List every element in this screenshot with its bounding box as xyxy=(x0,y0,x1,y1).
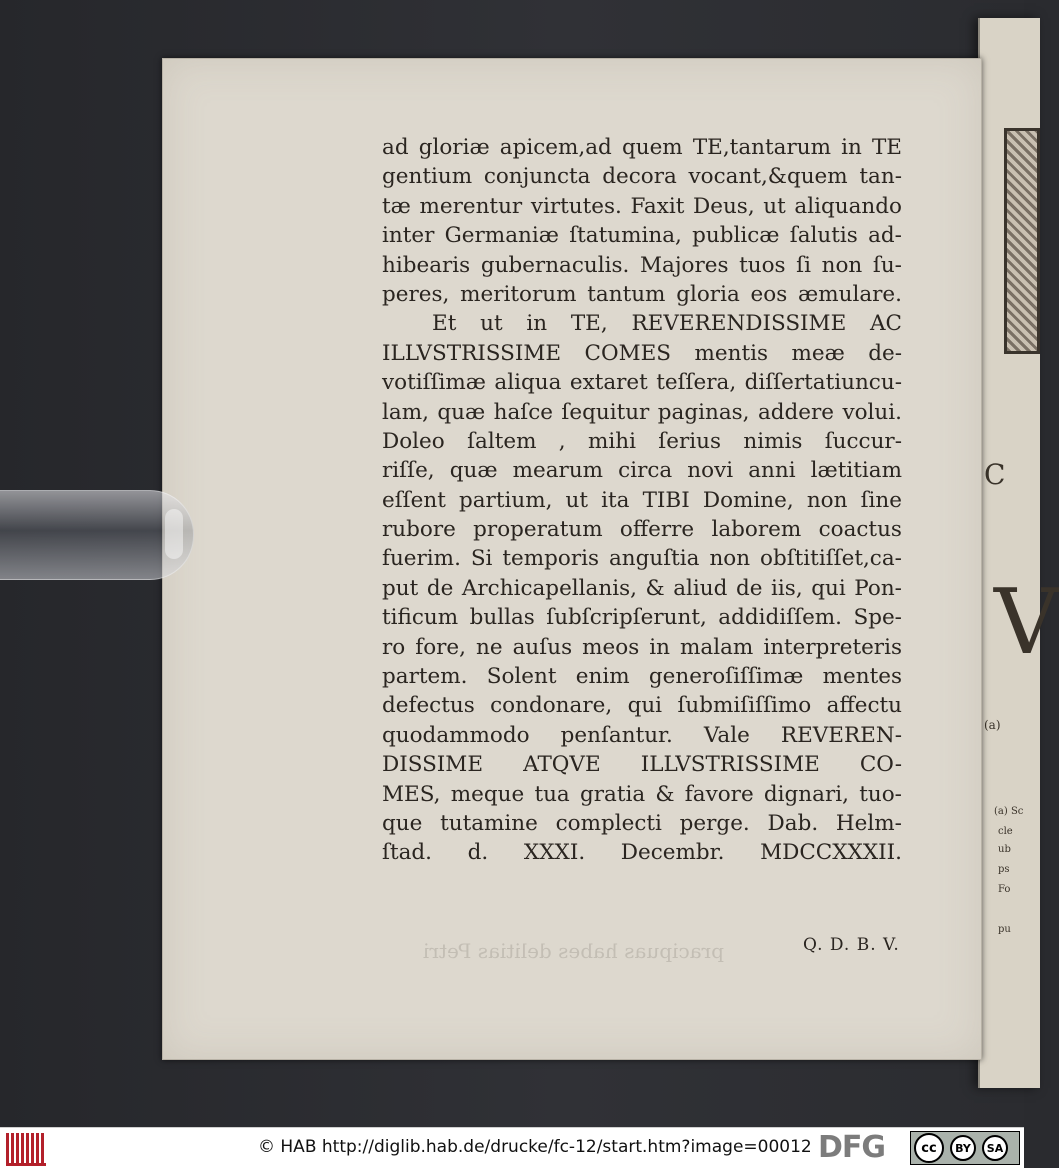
text-word: XXXI. xyxy=(523,840,586,866)
text-word: ſtatumina, xyxy=(569,223,682,249)
text-word: offerre xyxy=(619,517,695,543)
ornament-border xyxy=(1004,128,1040,354)
text-word: Doleo xyxy=(382,428,445,454)
text-word: qui xyxy=(627,693,663,719)
text-word: affectu xyxy=(826,693,902,719)
text-word: ut xyxy=(480,311,503,337)
text-line xyxy=(382,809,902,838)
text-word: TIBI xyxy=(642,487,690,513)
text-word: Dab. xyxy=(767,810,819,836)
text-line xyxy=(382,162,902,191)
text-word: MES, xyxy=(382,781,441,807)
text-word: Germaniæ xyxy=(444,223,559,249)
text-line xyxy=(382,192,902,221)
text-word: quem xyxy=(621,135,683,160)
text-word: tificum xyxy=(382,605,459,631)
footer-bar xyxy=(0,1127,1024,1168)
text-word: quæ xyxy=(449,458,498,484)
document-page xyxy=(162,58,982,1060)
text-line xyxy=(382,633,902,662)
text-word: malam xyxy=(680,634,754,660)
text-word: temporis xyxy=(502,546,600,572)
text-word: MDCCXXXII. xyxy=(760,840,902,866)
next-page-fragment: Fo xyxy=(998,884,1011,895)
text-word: partium, xyxy=(458,487,553,513)
text-line xyxy=(382,574,902,603)
text-word: meos xyxy=(582,634,640,660)
text-line xyxy=(382,339,902,368)
text-word: in xyxy=(649,634,670,660)
text-word: condonare, xyxy=(490,693,613,719)
text-word: mentis xyxy=(694,340,768,366)
text-word: properatum xyxy=(473,517,603,543)
text-line xyxy=(382,280,902,309)
text-word: Decembr. xyxy=(620,840,725,866)
text-word: CO- xyxy=(859,752,902,778)
text-word: Deus, xyxy=(692,193,755,219)
text-line xyxy=(382,544,902,573)
text-word: bullas xyxy=(469,605,535,631)
text-word: Faxit xyxy=(630,193,685,219)
text-word: d. xyxy=(467,840,489,866)
text-line xyxy=(382,603,902,632)
next-page-fragment: (a) Sc xyxy=(994,806,1024,817)
text-line xyxy=(382,662,902,691)
text-word: gentium xyxy=(382,164,473,190)
text-word: meque xyxy=(450,781,525,807)
text-word: ſequitur xyxy=(561,399,650,425)
next-page-fragment: pu xyxy=(998,924,1011,935)
next-page-edge xyxy=(978,18,1059,1088)
text-word: aliqua xyxy=(494,370,562,396)
text-word: Solent xyxy=(486,664,557,690)
text-word: ita xyxy=(601,487,630,513)
cc-license-badge[interactable] xyxy=(910,1131,1020,1165)
text-word: gloriæ xyxy=(418,135,490,160)
text-word: DISSIME xyxy=(382,752,484,778)
text-word: ſaltem xyxy=(467,428,537,454)
text-word: tantum xyxy=(587,281,666,307)
text-word: favore xyxy=(684,781,754,807)
text-word: Spe- xyxy=(853,605,902,631)
text-word: ſerius xyxy=(658,428,722,454)
text-word: tuos xyxy=(739,252,786,278)
text-word: partem. xyxy=(382,664,468,690)
text-word: haſce xyxy=(493,399,553,425)
text-word: votiſſimæ xyxy=(382,370,486,396)
next-page-fragment: (a) xyxy=(984,718,1001,732)
text-word: quodammodo xyxy=(382,722,530,748)
text-word: non xyxy=(806,487,848,513)
text-word: in xyxy=(526,311,548,337)
next-page-fragment: ub xyxy=(998,844,1011,855)
page-clip xyxy=(0,490,194,580)
text-word: conjuncta xyxy=(483,164,591,190)
text-word: ILLVSTRISSIME xyxy=(382,340,562,366)
text-word: ad xyxy=(382,135,409,160)
text-word: mentes xyxy=(822,664,902,690)
text-word: tuo- xyxy=(859,781,902,807)
text-word: COMES xyxy=(584,340,672,366)
text-word: anguſtia xyxy=(608,546,700,572)
text-word: fuerim. xyxy=(382,546,461,572)
text-word: gloria xyxy=(676,281,740,307)
text-word: decora xyxy=(602,164,677,190)
text-word: publicæ xyxy=(692,223,780,249)
hab-logo-icon[interactable] xyxy=(6,1133,46,1166)
text-word: ad- xyxy=(868,223,902,249)
text-line xyxy=(382,691,902,720)
text-word: & xyxy=(655,781,675,807)
text-word: ſalutis xyxy=(789,223,858,249)
text-word: æmulare. xyxy=(798,281,902,307)
text-word: peres, xyxy=(382,281,450,307)
text-word: coactus xyxy=(818,517,902,543)
text-line xyxy=(382,456,902,485)
text-word: TE xyxy=(871,135,902,160)
next-page-fragment: V xyxy=(994,570,1059,675)
text-word: ſine xyxy=(860,487,902,513)
text-word: Si xyxy=(470,546,493,572)
text-word: nimis xyxy=(743,428,803,454)
attribution-icon: BY xyxy=(950,1135,976,1161)
text-line xyxy=(382,838,902,867)
text-line xyxy=(382,721,902,750)
text-word: ſu- xyxy=(872,252,902,278)
text-word: ſi xyxy=(796,252,812,278)
text-word: novi xyxy=(687,458,734,484)
text-word: Archicapellanis, xyxy=(461,575,637,601)
text-word: iis, xyxy=(771,575,803,601)
text-word: REVEREN- xyxy=(780,722,902,748)
text-word: Majores xyxy=(640,252,729,278)
text-word: mihi xyxy=(587,428,636,454)
text-line xyxy=(382,368,902,397)
text-line xyxy=(382,515,902,544)
closing-formula: Q. D. B. V. xyxy=(803,935,900,955)
share-alike-icon: SA xyxy=(982,1135,1008,1161)
text-word: de xyxy=(735,575,763,601)
text-word: TE,tantarum xyxy=(692,135,831,160)
text-line xyxy=(382,427,902,456)
text-word: vocant,&quem xyxy=(688,164,848,190)
text-word: aliquando xyxy=(794,193,902,219)
text-word: extaret xyxy=(569,370,648,396)
text-word: addidiſſem. xyxy=(718,605,843,631)
text-word: eos xyxy=(750,281,788,307)
text-word: inter xyxy=(382,223,435,249)
next-page-fragment: cle xyxy=(998,826,1013,837)
text-word: meæ xyxy=(791,340,845,366)
text-line xyxy=(382,780,902,809)
text-word: tutamine xyxy=(440,810,538,836)
text-word: & xyxy=(645,575,665,601)
text-word: gratia xyxy=(579,781,646,807)
text-word: anni xyxy=(748,458,796,484)
text-word: rubore xyxy=(382,517,456,543)
text-word: ſubſcripſerunt, xyxy=(546,605,707,631)
text-line xyxy=(382,251,902,280)
text-line xyxy=(382,750,902,779)
text-word: ro xyxy=(382,634,406,660)
text-word: AC xyxy=(870,311,902,337)
text-word: lætitiam xyxy=(810,458,902,484)
text-word: TE, xyxy=(570,311,608,337)
text-word: dignari, xyxy=(763,781,849,807)
text-word: aliud xyxy=(673,575,728,601)
text-word: obſtitiſſet,ca- xyxy=(760,546,902,572)
text-word: virtutes. xyxy=(530,193,622,219)
text-word: Helm- xyxy=(835,810,902,836)
text-word: put xyxy=(382,575,419,601)
text-word: ſubmiſiſſimo xyxy=(677,693,812,719)
text-word: ut xyxy=(763,193,786,219)
text-word: que xyxy=(382,810,423,836)
text-word: quæ xyxy=(437,399,486,425)
text-line xyxy=(382,133,902,162)
text-word: apicem,ad xyxy=(499,135,612,160)
text-word: ne xyxy=(476,634,503,660)
text-word: ſuccur- xyxy=(824,428,902,454)
text-word: enim xyxy=(575,664,630,690)
text-word: ILLVSTRISSIME xyxy=(640,752,820,778)
text-line xyxy=(382,221,902,250)
text-word: meritorum xyxy=(460,281,577,307)
text-word: volui. xyxy=(842,399,902,425)
text-word: Domine, xyxy=(702,487,794,513)
text-word: generoſiſſimæ xyxy=(648,664,804,690)
text-line xyxy=(382,309,902,338)
text-word: REVERENDISSIME xyxy=(631,311,847,337)
text-word: circa xyxy=(618,458,673,484)
text-word: tan- xyxy=(859,164,902,190)
text-word: teſſera, xyxy=(656,370,737,396)
text-word: paginas, xyxy=(657,399,750,425)
text-word: de- xyxy=(868,340,902,366)
text-word: defectus xyxy=(382,693,475,719)
text-word: lam, xyxy=(382,399,429,425)
text-word: non xyxy=(709,546,751,572)
text-word: merentur xyxy=(419,193,523,219)
text-word: ATQVE xyxy=(523,752,601,778)
text-word: ſtad. xyxy=(382,840,433,866)
text-word: complecti xyxy=(555,810,662,836)
creative-commons-icon: cc xyxy=(914,1133,944,1163)
text-word: ut xyxy=(565,487,589,513)
text-word: laborem xyxy=(711,517,802,543)
body-text xyxy=(382,133,902,868)
text-word: Pon- xyxy=(854,575,902,601)
text-word: penſantur. xyxy=(560,722,673,748)
text-word: tua xyxy=(534,781,570,807)
text-line xyxy=(382,398,902,427)
text-word: tæ xyxy=(382,193,411,219)
text-word: non xyxy=(821,252,863,278)
text-word: riſſe, xyxy=(382,458,435,484)
text-word: , xyxy=(558,428,566,454)
text-word: in xyxy=(841,135,862,160)
text-word: de xyxy=(426,575,454,601)
show-through-text: pracipuas habes delitias Petri xyxy=(423,939,724,963)
text-word: perge. xyxy=(679,810,750,836)
text-word: auſus xyxy=(512,634,573,660)
next-page-fragment: ps xyxy=(998,864,1010,875)
text-word: mearum xyxy=(512,458,604,484)
text-word: eſſent xyxy=(382,487,446,513)
text-word: hibearis xyxy=(382,252,471,278)
text-word: Vale xyxy=(703,722,750,748)
next-page-fragment: C xyxy=(984,458,1006,491)
text-word: fore, xyxy=(415,634,466,660)
text-word: interpreteris xyxy=(763,634,902,660)
text-word: Et xyxy=(432,311,457,337)
copyright-link[interactable]: © HAB http://diglib.hab.de/drucke/fc-12/start.htm?image=00012 xyxy=(258,1137,812,1157)
text-word: diſſertatiuncu- xyxy=(744,370,902,396)
text-word: gubernaculis. xyxy=(480,252,630,278)
text-line xyxy=(382,486,902,515)
text-word: addere xyxy=(757,399,835,425)
text-word: qui xyxy=(811,575,846,601)
dfg-logo[interactable]: DFG xyxy=(818,1130,886,1165)
